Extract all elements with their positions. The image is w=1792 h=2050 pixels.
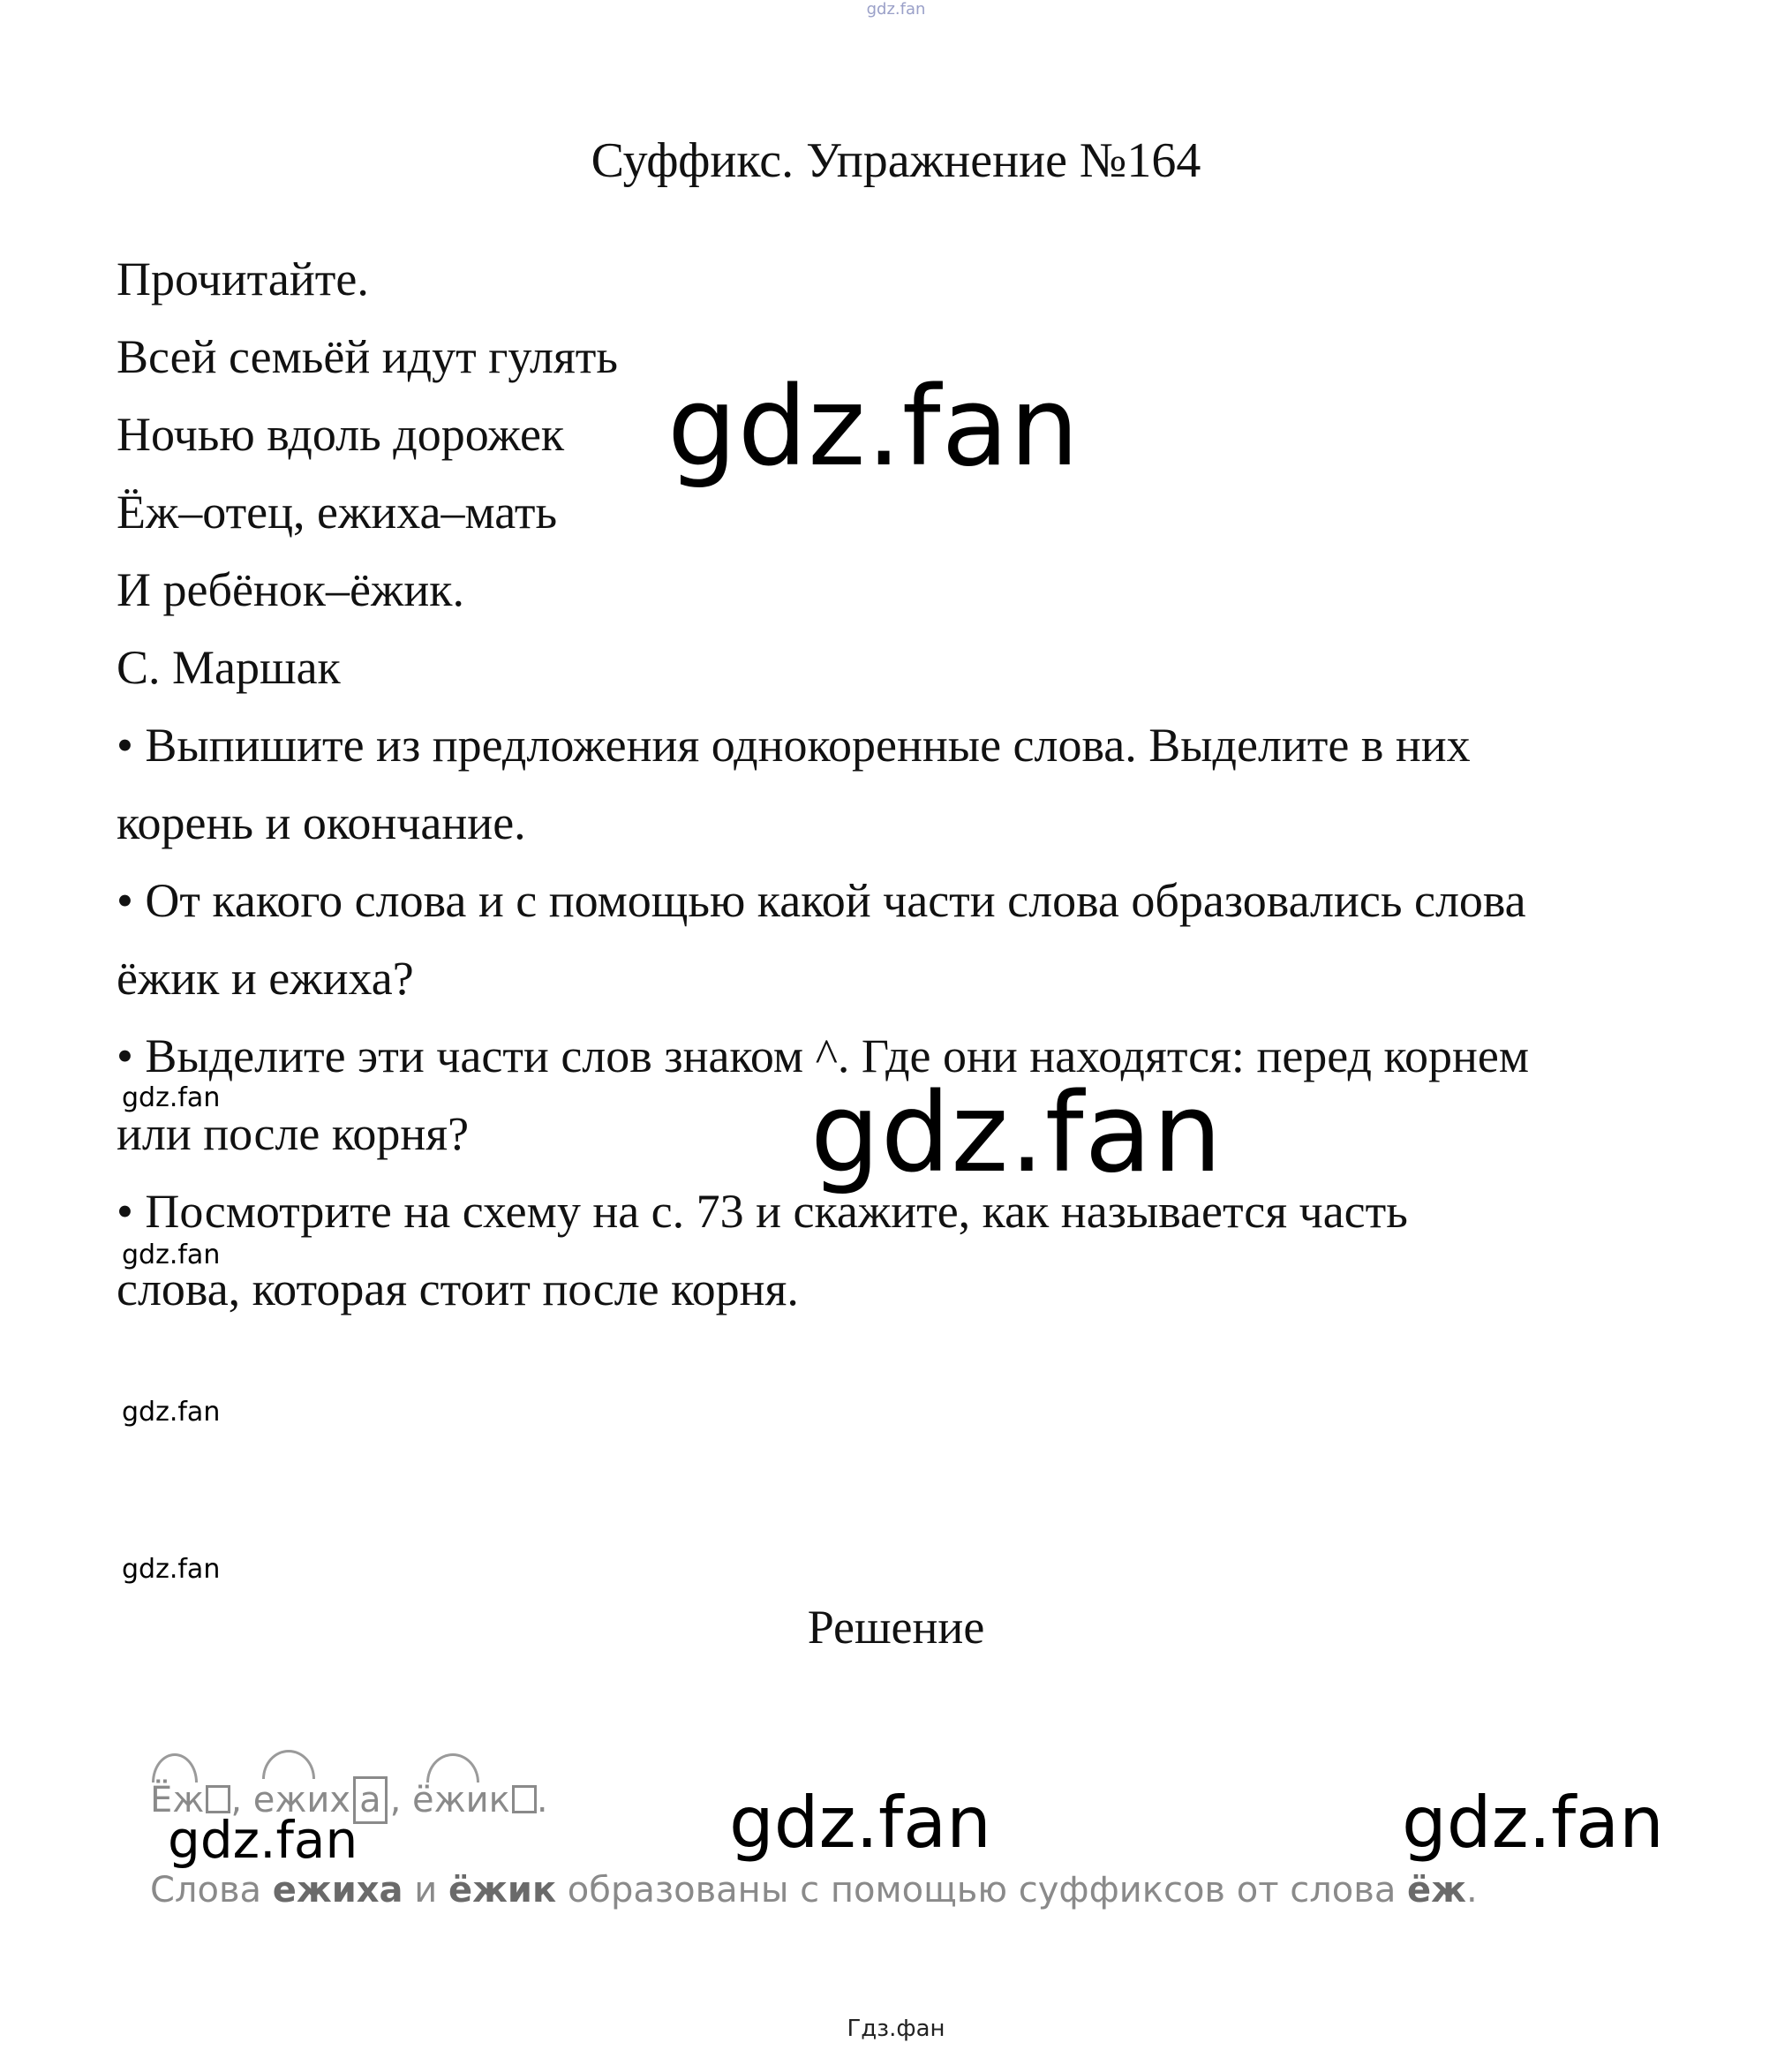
text-line: слова, которая стоит после корня. <box>117 1262 799 1315</box>
text-line: • Посмотрите на схему на с. 73 и скажите, как называется часть <box>117 1185 1408 1238</box>
watermark: gdz.fan <box>122 1082 221 1113</box>
separator: , <box>389 1780 402 1820</box>
period: . <box>536 1780 548 1820</box>
watermark: gdz.fan <box>122 1240 221 1270</box>
root-arc <box>262 1750 315 1779</box>
zero-ending-box <box>512 1785 537 1813</box>
text-line: • Выпишите из предложения однокоренные слова. Выделите в них <box>117 719 1471 772</box>
watermark: gdz.fan <box>168 1810 358 1870</box>
watermark-top: gdz.fan <box>866 0 926 19</box>
root-arc <box>152 1753 198 1782</box>
text-line: Прочитайте. <box>117 252 369 305</box>
root: ёжик <box>412 1780 510 1820</box>
watermark: gdz.fan <box>122 1554 221 1585</box>
sentence-part: образованы с помощью суффиксов от слова <box>556 1870 1408 1911</box>
solution-sentence <box>150 1870 1478 1911</box>
sentence-bold: ёж <box>1407 1870 1466 1911</box>
text-line: или после корня? <box>117 1107 470 1160</box>
text-line: Ночью вдоль дорожек <box>117 408 565 461</box>
footer-watermark: Гдз.фан <box>847 2016 945 2042</box>
page-title: Суффикс. Упражнение №164 <box>591 133 1201 188</box>
watermark: gdz.fan <box>1402 1782 1664 1864</box>
ending-box: а <box>353 1776 388 1824</box>
watermark: gdz.fan <box>729 1782 991 1864</box>
watermark: gdz.fan <box>122 1397 221 1428</box>
text-line: корень и окончание. <box>117 796 526 849</box>
root: Ёж <box>150 1780 205 1820</box>
word-ezhik <box>412 1780 537 1820</box>
text-line: Всей семьёй идут гулять <box>117 330 619 383</box>
watermark: gdz.fan <box>810 1070 1224 1197</box>
separator: , <box>230 1780 243 1820</box>
sentence-part: и <box>403 1870 448 1911</box>
root-arc <box>426 1753 479 1782</box>
text-line: И ребёнок–ёжик. <box>117 563 464 616</box>
text-line: • От какого слова и с помощью какой части слова образовались слова <box>117 874 1526 927</box>
sentence-part: Слова <box>150 1870 273 1911</box>
watermark: gdz.fan <box>667 364 1080 491</box>
solution-heading: Решение <box>807 1601 985 1654</box>
sentence-part: . <box>1465 1870 1478 1911</box>
text-line: • Выделите эти части слов знаком ^. Где они находятся: перед корнем <box>117 1029 1530 1082</box>
root: ежих <box>252 1780 351 1820</box>
sentence-bold: ежиха <box>272 1870 403 1911</box>
text-line: С. Маршак <box>117 641 341 694</box>
text-line: ёжик и ежиха? <box>117 952 414 1005</box>
sentence-bold: ёжик <box>448 1870 557 1911</box>
text-line: Ёж–отец, ежиха–мать <box>117 486 558 539</box>
